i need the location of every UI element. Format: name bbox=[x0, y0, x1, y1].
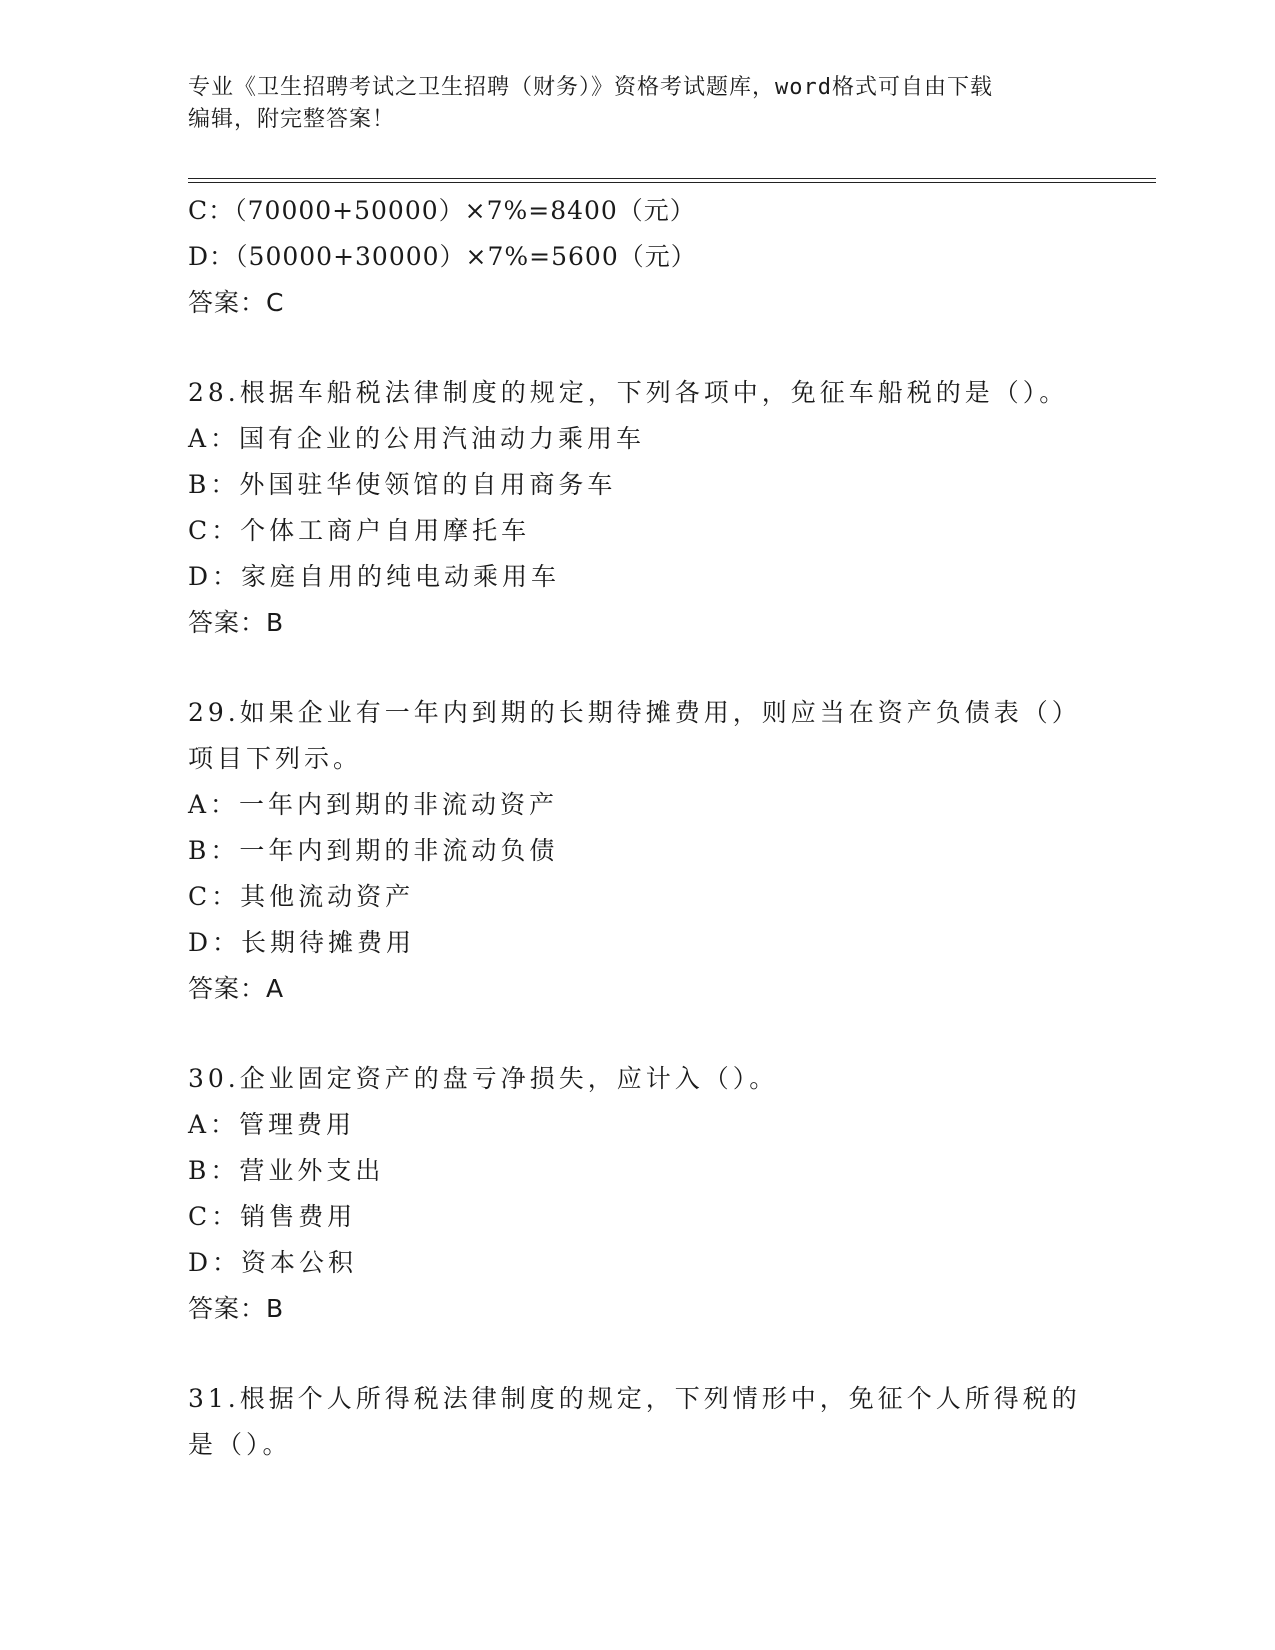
option-c: C：其他流动资产 bbox=[188, 882, 415, 911]
option-c: C：（70000+50000）×7%=8400（元） bbox=[188, 196, 696, 225]
question-31 bbox=[188, 1376, 1088, 1468]
answer: 答案：A bbox=[188, 974, 285, 1003]
question-stem: 31.根据个人所得税法律制度的规定，下列情形中，免征个人所得税的 bbox=[188, 1384, 1081, 1413]
option-a: A：管理费用 bbox=[188, 1110, 356, 1139]
option-d: D：（50000+30000）×7%=5600（元） bbox=[188, 242, 697, 271]
document-body bbox=[188, 188, 1088, 1468]
previous-question-tail bbox=[188, 188, 1088, 326]
option-b: B：营业外支出 bbox=[188, 1156, 385, 1185]
option-b: B：外国驻华使领馆的自用商务车 bbox=[188, 470, 617, 499]
header-divider bbox=[188, 178, 1156, 183]
answer: 答案：B bbox=[188, 1294, 285, 1323]
question-stem-continued: 是（）。 bbox=[188, 1430, 292, 1459]
question-stem: 29.如果企业有一年内到期的长期待摊费用，则应当在资产负债表（） bbox=[188, 698, 1081, 727]
option-c: C：个体工商户自用摩托车 bbox=[188, 516, 531, 545]
option-d: D：家庭自用的纯电动乘用车 bbox=[188, 562, 561, 591]
answer: 答案：B bbox=[188, 608, 285, 637]
document-header bbox=[188, 72, 1088, 136]
option-d: D：资本公积 bbox=[188, 1248, 358, 1277]
question-stem-continued: 项目下列示。 bbox=[188, 744, 363, 773]
question-28 bbox=[188, 370, 1088, 646]
option-d: D：长期待摊费用 bbox=[188, 928, 416, 957]
option-b: B：一年内到期的非流动负债 bbox=[188, 836, 559, 865]
answer: 答案：C bbox=[188, 288, 285, 317]
option-c: C：销售费用 bbox=[188, 1202, 357, 1231]
option-a: A：一年内到期的非流动资产 bbox=[188, 790, 559, 819]
option-a: A：国有企业的公用汽油动力乘用车 bbox=[188, 424, 646, 453]
question-stem: 28.根据车船税法律制度的规定，下列各项中，免征车船税的是（）。 bbox=[188, 378, 1069, 407]
header-line-1: 专业《卫生招聘考试之卫生招聘（财务）》资格考试题库，word格式可自由下载 bbox=[188, 75, 993, 100]
question-30 bbox=[188, 1056, 1088, 1332]
question-stem: 30.企业固定资产的盘亏净损失，应计入（）。 bbox=[188, 1064, 779, 1093]
question-29 bbox=[188, 690, 1088, 1012]
header-line-2: 编辑，附完整答案！ bbox=[188, 107, 396, 132]
